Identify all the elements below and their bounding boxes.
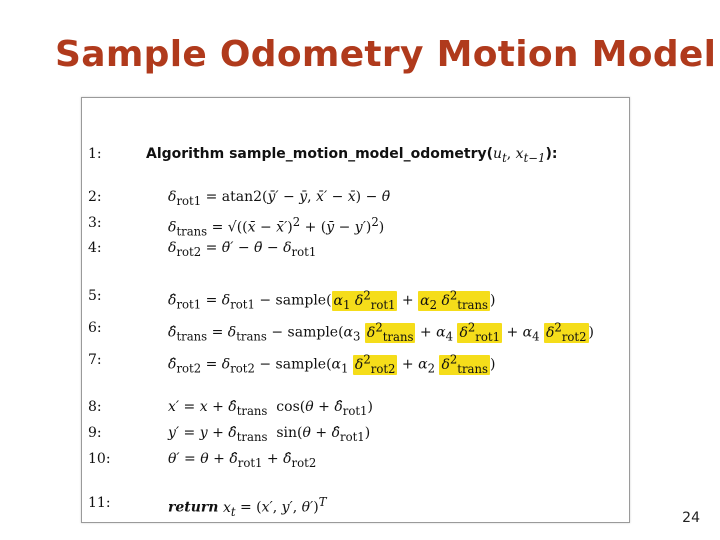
line-number: 2: — [88, 189, 102, 205]
equation-x-prime: $x' = x + \deltâ_{trans}$ $\cos(\theta + \deltâ_{rot1})$ — [168, 399, 373, 418]
page-number: 24 — [682, 510, 700, 526]
equation-sample-trans: $\deltâ_{trans} = \delta_{trans}$ − $sample(\alpha_3$ $\delta^2_{trans} + \alpha_4$ $\delta^2_{rot1} + \alpha_4$ $\delta^2_{rot2}$ ) — [168, 320, 595, 344]
algorithm-box — [81, 97, 630, 523]
equation-sample-rot1: $\deltâ_{rot1} = \delta_{rot1}$ − sample( $\alpha_1$ $\delta^2_{rot1} + \alpha_2$ $\delta^2_{trans}$ ) — [168, 288, 496, 312]
line-number: 6: — [88, 320, 102, 336]
line-number: 5: — [88, 288, 102, 304]
line-number: 4: — [88, 240, 102, 256]
line-number: 7: — [88, 352, 102, 368]
equation-delta-rot2: $\delta_{rot2}$ = θ̄′ − θ̄ − $\delta_{rot1}$ — [168, 240, 317, 259]
line-number: 8: — [88, 399, 102, 415]
line-number: 11: — [88, 495, 111, 511]
line-number: 10: — [88, 451, 111, 467]
line-number: 9: — [88, 425, 102, 441]
line-number: 1: — [88, 146, 102, 162]
equation-y-prime: $y' = y + \deltâ_{trans}$ $\sin(\theta + \deltâ_{rot1})$ — [168, 425, 371, 444]
equation-delta-trans: $\delta_{trans}$ = √((x̄ − x̄′)$^2$ + (ȳ − y′)$^2$) — [168, 215, 385, 239]
algorithm-header: Algorithm $sample\_motion\_model\_odometry(u_t$, $x_{t-1}$): — [146, 146, 558, 165]
equation-return: return $x_t = (x'$, y′, θ′)$^T$ — [168, 495, 327, 519]
equation-sample-rot2: $\deltâ_{rot2} = \delta_{rot2}$ − $sample(\alpha_1$ $\delta^2_{rot2} + \alpha_2$ $\delta^2_{trans}$ ) — [168, 352, 496, 376]
equation-delta-rot1: $\delta_{rot1}$ = atan2(ȳ′ − ȳ, x̄′ − x̄) − θ̄ — [168, 189, 391, 208]
slide-title: Sample Odometry Motion Model — [55, 34, 717, 75]
equation-theta-prime: $\theta' = \theta + \deltâ_{rot1}$ + $\deltâ_{rot2}$ — [168, 451, 317, 470]
line-number: 3: — [88, 215, 102, 231]
